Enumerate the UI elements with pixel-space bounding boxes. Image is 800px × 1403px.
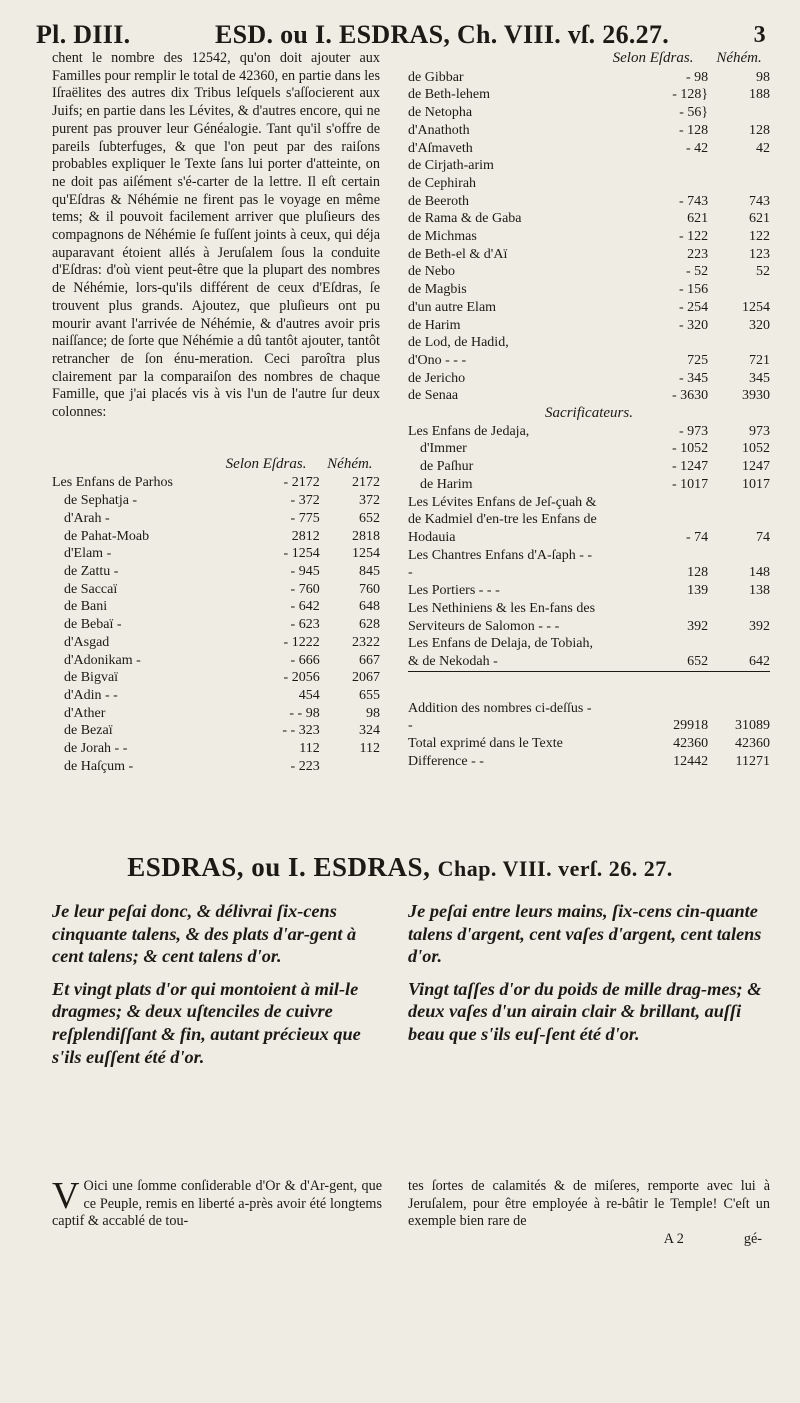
row-name: d'Ather <box>64 705 106 721</box>
row-name: Les Enfans de Parhos <box>52 475 173 491</box>
row-nehem: 345 <box>749 370 770 386</box>
row-nehem: 628 <box>359 617 380 633</box>
row-name: d'Anathoth <box>408 122 470 138</box>
row-nehem: 743 <box>749 193 770 209</box>
row-esdras: - 2056 <box>283 670 320 686</box>
table-row <box>52 598 380 616</box>
table-row <box>52 616 380 634</box>
table-row <box>408 122 770 140</box>
table-body <box>408 69 770 405</box>
row-esdras <box>598 175 708 193</box>
row-name: de Paſhur <box>420 459 474 475</box>
row-nehem <box>708 104 770 122</box>
row-esdras: - 666 <box>290 652 320 668</box>
row-esdras <box>598 334 708 352</box>
row-esdras: - 1017 <box>671 476 709 492</box>
row-esdras: - 1247 <box>671 459 709 475</box>
row-esdras: - 156 <box>678 282 709 298</box>
table-row <box>52 474 380 492</box>
row-nehem: 324 <box>359 723 380 739</box>
row-nehem: 2172 <box>352 475 380 491</box>
table-row <box>408 635 770 671</box>
row-esdras: - 623 <box>290 617 320 633</box>
row-esdras: - - 98 <box>289 705 320 721</box>
row-name: de Michmas <box>408 229 477 245</box>
row-name: Les Chantres Enfans d'A-ſaph - - - <box>408 547 593 581</box>
row-nehem: 52 <box>756 264 770 280</box>
row-nehem: 74 <box>756 529 770 545</box>
table-row <box>408 494 770 547</box>
row-name: d'un autre Elam <box>408 299 497 315</box>
table-row <box>52 510 380 528</box>
footer-left-text: Oici une ſomme conſiderable d'Or & d'Ar-gent, que ce Peuple, remis en liberté a-près avoir été longtems captif & accablé de tou- <box>52 1178 382 1230</box>
row-name: Les Portiers - - - <box>408 583 500 599</box>
row-nehem <box>708 281 770 299</box>
page-number: 3 <box>753 22 766 48</box>
families-table-left <box>52 456 380 776</box>
row-nehem: 112 <box>359 741 380 757</box>
row-esdras: - 3630 <box>671 388 709 404</box>
row-nehem: 1254 <box>352 546 380 562</box>
row-esdras: - 945 <box>290 563 320 579</box>
sacrificateurs-heading: Sacrificateurs. <box>545 405 633 422</box>
row-name: de Beth-el & d'Aï <box>408 246 508 262</box>
row-nehem: 148 <box>749 565 770 581</box>
row-nehem <box>708 175 770 193</box>
row-nehem: 655 <box>359 687 380 703</box>
table-row <box>408 387 770 405</box>
row-nehem: 973 <box>749 423 770 439</box>
row-name: de Pahat-Moab <box>64 528 150 544</box>
footer-left <box>52 1175 382 1231</box>
row-name: de Zattu - <box>64 563 119 579</box>
row-nehem: 1017 <box>742 476 770 492</box>
row-esdras: - 1052 <box>671 441 709 457</box>
row-name: de Magbis <box>408 282 467 298</box>
row-nehem <box>320 758 380 776</box>
row-name: d'Asgad <box>64 634 110 650</box>
row-nehem: 123 <box>749 246 770 262</box>
row-name: d'Ono - - - <box>408 352 467 368</box>
table-row <box>408 423 770 441</box>
table-row <box>408 263 770 281</box>
table-row <box>408 476 770 494</box>
row-name: de Beeroth <box>408 193 470 209</box>
row-esdras: - 74 <box>685 529 709 545</box>
table-row <box>52 545 380 563</box>
row-nehem: 760 <box>359 581 380 597</box>
row-esdras: - 1254 <box>283 546 320 562</box>
table-row <box>408 735 770 753</box>
row-name: de Netopha <box>408 105 473 121</box>
row-esdras: - 128} <box>672 87 709 103</box>
row-esdras: - 2172 <box>283 475 320 491</box>
row-nehem: 42360 <box>735 736 770 752</box>
table-row <box>408 157 770 175</box>
row-nehem: 128 <box>749 122 770 138</box>
row-name: de Lod, de Hadid, <box>408 335 509 351</box>
table-header <box>408 50 770 69</box>
section-title <box>0 852 800 883</box>
row-name: de Senaa <box>408 388 459 404</box>
row-esdras: 392 <box>687 618 709 634</box>
table-header <box>52 456 380 475</box>
row-nehem: 1254 <box>742 299 770 315</box>
table-row <box>52 687 380 705</box>
row-esdras: - 128 <box>678 122 709 138</box>
table-row <box>408 671 770 735</box>
header-nehem: Néhém. <box>327 455 373 472</box>
row-name: de Haſçum - <box>64 758 134 774</box>
row-nehem: 98 <box>756 69 770 85</box>
row-nehem: 1247 <box>742 459 770 475</box>
row-nehem: 188 <box>749 87 770 103</box>
signature-mark: A 2 <box>663 1231 684 1248</box>
table-row <box>408 69 770 87</box>
row-nehem: 98 <box>366 705 380 721</box>
row-name: d'Arah - <box>64 510 110 526</box>
row-esdras: - 775 <box>290 510 320 526</box>
row-esdras: 29918 <box>598 671 708 735</box>
row-esdras: 139 <box>687 583 709 599</box>
running-title: ESD. ou I. ESDRAS, Ch. VIII. vſ. 26.27. <box>215 20 670 49</box>
table-row <box>408 753 770 771</box>
signature-line <box>408 1231 770 1249</box>
table-row <box>408 352 770 370</box>
translation-left <box>52 900 390 1078</box>
row-nehem <box>708 334 770 352</box>
translation-verse: Vingt taſſes d'or du poids de mille drag-mes; & deux vaſes d'un airain clair & brillant, auſſi beau que s'ils euſ-ſent été d'or. <box>408 978 762 1044</box>
table-row <box>408 440 770 458</box>
table-row <box>408 281 770 299</box>
row-esdras: - 42 <box>685 140 709 156</box>
row-esdras: 128 <box>687 565 709 581</box>
table-row <box>408 175 770 193</box>
row-name: d'Adonikam - <box>64 652 141 668</box>
row-esdras: - 372 <box>290 493 320 509</box>
section-title-sub: Chap. VIII. verſ. 26. 27. <box>437 856 673 881</box>
page-header <box>36 20 766 50</box>
section-title-main: ESDRAS, ou I. ESDRAS, <box>127 852 431 882</box>
row-nehem: 3930 <box>742 388 770 404</box>
table-row <box>408 547 770 582</box>
row-name: de Harim <box>408 317 461 333</box>
row-nehem: 845 <box>359 563 380 579</box>
row-nehem: 320 <box>749 317 770 333</box>
section-row <box>408 405 770 423</box>
translation-verse: Je leur peſai donc, & délivrai ſix-cens cinquante talens, & des plats d'ar-gent à cent talens; & cent talens d'or. <box>52 901 357 967</box>
row-name: de Harim <box>420 476 473 492</box>
table-row <box>52 528 380 546</box>
table-row <box>408 370 770 388</box>
row-esdras <box>598 157 708 175</box>
row-nehem: 138 <box>749 583 770 599</box>
row-nehem: 1052 <box>742 441 770 457</box>
row-nehem: 648 <box>359 599 380 615</box>
table-row <box>408 317 770 335</box>
row-nehem: 11271 <box>735 753 770 769</box>
table-row <box>408 228 770 246</box>
row-name: Difference - - <box>408 753 484 769</box>
commentary-paragraph <box>52 50 380 422</box>
table-row <box>408 140 770 158</box>
row-name: de Rama & de Gaba <box>408 211 522 227</box>
row-name: de Saccaï <box>64 581 118 597</box>
row-esdras: - 743 <box>678 193 709 209</box>
translation-right <box>408 900 770 1056</box>
table-row <box>52 740 380 758</box>
row-name: de Sephatja - <box>64 493 138 509</box>
row-nehem <box>708 157 770 175</box>
footer-right-text: tes ſortes de calamités & de miſeres, remporte avec lui à Jeruſalem, pour être employée à re-bâtir le Temple! C'eſt un exemple bien rare de <box>408 1178 770 1230</box>
header-nehem: Néhém. <box>716 50 762 66</box>
row-nehem: 31089 <box>708 671 770 735</box>
table-row <box>52 652 380 670</box>
row-esdras: 652 <box>687 653 709 669</box>
row-name: de Bani <box>64 599 108 615</box>
row-name: Addition des nombres ci-deſſus - - <box>408 671 598 735</box>
translation-verse: Et vingt plats d'or qui montoient à mil-le dragmes; & deux uſtenciles de cuivre reſplendiſſant & fin, autant précieux que s'ils euſſent été d'or. <box>52 978 361 1067</box>
row-name: Total exprimé dans le Texte <box>408 736 563 752</box>
header-esdras: Selon Eſdras. <box>612 50 694 66</box>
table-body <box>52 474 380 775</box>
row-esdras: 725 <box>687 352 709 368</box>
row-name: de Gibbar <box>408 69 464 85</box>
table-row <box>408 299 770 317</box>
row-esdras: 454 <box>298 687 320 703</box>
row-esdras: - 973 <box>678 423 709 439</box>
table-row <box>52 581 380 599</box>
plate-number: Pl. DIII. <box>36 20 131 49</box>
row-esdras: - 56} <box>679 105 709 121</box>
table-row <box>408 210 770 228</box>
row-name: de Bezaï <box>64 723 113 739</box>
row-esdras: 112 <box>299 741 320 757</box>
row-name: de Jericho <box>408 370 466 386</box>
table-row <box>408 458 770 476</box>
right-column <box>408 50 770 770</box>
row-nehem: 2322 <box>352 634 380 650</box>
row-nehem: 372 <box>359 493 380 509</box>
table-row <box>52 669 380 687</box>
row-nehem: 667 <box>359 652 380 668</box>
table-row <box>408 582 770 600</box>
row-esdras: 12442 <box>673 753 709 769</box>
row-nehem: 392 <box>749 618 770 634</box>
table-row <box>408 86 770 104</box>
row-nehem: 2818 <box>352 528 380 544</box>
row-esdras: 42360 <box>673 736 709 752</box>
row-esdras: 621 <box>687 211 709 227</box>
table-row <box>52 758 380 776</box>
header-esdras: Selon Eſdras. <box>225 455 307 472</box>
table-body <box>408 423 770 494</box>
table-row <box>408 104 770 122</box>
families-table-right <box>408 50 770 770</box>
row-name: de Jorah - - <box>64 741 128 757</box>
translation-verse: Je peſai entre leurs mains, ſix-cens cin-quante talens d'argent, cent vaſes d'argent, cent talens d'or. <box>408 901 762 967</box>
row-name: de Beth-lehem <box>408 87 491 103</box>
catchword: gé- <box>743 1231 762 1248</box>
row-name: Les Nethiniens & les En-fans des Serviteurs de Salomon - - - <box>408 600 596 634</box>
row-nehem: 621 <box>749 211 770 227</box>
row-esdras: 2812 <box>291 528 320 544</box>
row-name: Les Enfans de Delaja, de Tobiah, & de Nekodah - <box>408 636 593 669</box>
table-row <box>52 722 380 740</box>
row-name: d'Aſmaveth <box>408 140 473 156</box>
row-name: de Cirjath-arim <box>408 158 494 174</box>
row-name: de Bebaï - <box>64 617 122 633</box>
row-nehem: 42 <box>756 140 770 156</box>
table-row <box>52 492 380 510</box>
row-name: Les Enfans de Jedaja, <box>408 423 530 439</box>
row-name: d'Immer <box>420 441 467 457</box>
commentary-text: chent le nombre des 12542, qu'on doit ajouter aux Familles pour remplir le total de 42360, en partie dans les Iſraëlites des autres dix Tribus leſquels s'aſſocierent aux Juifs; en partie dans les Lévites, & d'autres encore, qui ne purent pas prouver leur Généalogie. Tant qu'il s'offre de pareils ſubterfuges, & que l'on peut par des raiſons probables expliquer le Texte ſans lui porter d'atteinte, on ne doit pas aiſément s'é-carter de la lettre. Il eſt certain qu'Eſdras & Néhémie ne firent pas le voyage en même tems; & il pouvoit facilement arriver que pluſieurs des compagnons de Néhémie ſe fuſſent joints à ceux, qui déja auparavant étoient allés à Jeruſalem ſous la conduite d'Eſdras: d'où vient peut-être que la plupart des nombres de Néhémie, lors-qu'ils différent de ceux d'Eſdras, ſe trouvent plus grands. Ajoutez, que pluſieurs ont pu mourir avant l'arrivée de Néhémie, & d'autres avoir pris naiſſance; de ſorte que Néhémie a dû tantôt ajouter, tantôt retrancher de ſon énu-meration. Ceci paroîtra plus clairement par la comparaiſon des nombres de chaque Famille, que j'ai placés vis à vis l'un de l'autre ſur deux colonnes: <box>52 50 380 421</box>
row-esdras: - 1222 <box>283 634 320 650</box>
row-nehem: 2067 <box>352 670 380 686</box>
table-row <box>52 563 380 581</box>
row-esdras: - 760 <box>290 581 320 597</box>
row-esdras: - 98 <box>685 69 709 85</box>
row-esdras: - 223 <box>290 758 320 774</box>
row-esdras: - 52 <box>685 264 709 280</box>
row-esdras: 223 <box>687 246 709 262</box>
row-nehem: 122 <box>749 229 770 245</box>
row-nehem: 721 <box>749 352 770 368</box>
row-name: de Bigvaï <box>64 670 119 686</box>
row-nehem: 642 <box>749 653 770 669</box>
table-row <box>52 705 380 723</box>
row-name: de Cephirah <box>408 175 477 191</box>
table-row <box>408 334 770 352</box>
table-row <box>52 634 380 652</box>
row-name: d'Elam - <box>64 546 112 562</box>
row-esdras: - 254 <box>678 299 709 315</box>
left-column <box>52 50 380 775</box>
table-row <box>408 246 770 264</box>
row-esdras: - 345 <box>678 370 709 386</box>
row-name: Les Lévites Enfans de Jeſ-çuah & de Kadmiel d'en-tre les Enfans de Hodauia <box>408 494 597 545</box>
row-nehem: 652 <box>359 510 380 526</box>
row-esdras: - 320 <box>678 317 709 333</box>
footer-right <box>408 1178 770 1249</box>
table-row <box>408 600 770 635</box>
drop-cap: V <box>52 1175 80 1217</box>
row-esdras: - 642 <box>290 599 320 615</box>
table-row <box>408 193 770 211</box>
row-name: d'Adin - - <box>64 687 118 703</box>
row-name: de Nebo <box>408 264 456 280</box>
row-esdras: - - 323 <box>282 723 320 739</box>
row-esdras: - 122 <box>678 229 709 245</box>
